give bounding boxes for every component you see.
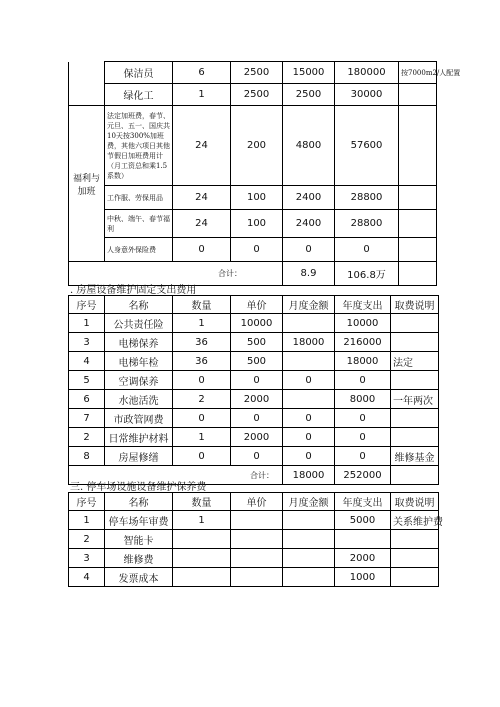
total-note [391, 466, 439, 485]
building-maintenance-table [68, 295, 439, 485]
header-cell: 取费说明 [391, 296, 439, 314]
total-month: 8.9 [283, 262, 335, 286]
cell: 500 [231, 352, 283, 371]
cell [231, 530, 283, 549]
cell: 电梯保养 [105, 333, 173, 352]
cell: 1 [173, 314, 231, 333]
month-cell: 2400 [283, 210, 335, 238]
cell: 4 [69, 568, 105, 587]
cell [391, 549, 439, 568]
note-cell [399, 238, 437, 262]
cell: 2 [69, 530, 105, 549]
header-cell: 取费说明 [391, 493, 439, 511]
cell [391, 409, 439, 428]
cell: 2 [173, 390, 231, 409]
item-name: 法定加班费，春节、元旦、五一、国庆共10天按300%加班费，其他六项日其他节假日加班费用计（月工资总和乘1.5系数） [105, 106, 173, 186]
year-cell: 28800 [335, 186, 399, 210]
table-row [69, 352, 439, 371]
year-cell: 0 [335, 238, 399, 262]
group-label: 福利与加班 [69, 106, 105, 262]
cell: 2 [69, 428, 105, 447]
price-cell: 100 [231, 186, 283, 210]
table-row [69, 530, 439, 549]
cell: 216000 [335, 333, 391, 352]
cell [231, 511, 283, 530]
cell: 1 [69, 314, 105, 333]
header-cell: 数量 [173, 493, 231, 511]
qty-cell: 0 [173, 238, 231, 262]
staff-cost-table [68, 61, 461, 286]
cell: 10000 [335, 314, 391, 333]
total-year: 106.8万 [335, 262, 399, 286]
cell [391, 530, 439, 549]
header-cell: 单价 [231, 296, 283, 314]
total-note [399, 262, 437, 286]
cell: 维修基金 [391, 447, 439, 466]
cell: 18000 [335, 352, 391, 371]
total-month: 18000 [283, 466, 335, 485]
note-cell [399, 106, 437, 186]
cell: 法定 [391, 352, 439, 371]
cell: 5000 [335, 511, 391, 530]
note-cell [399, 84, 437, 106]
cell: 0 [283, 409, 335, 428]
cell: 18000 [283, 333, 335, 352]
total-label: 合计： [69, 262, 283, 286]
cell: 3 [69, 333, 105, 352]
item-name: 工作服、劳保用品 [105, 186, 173, 210]
header-cell: 年度支出 [335, 493, 391, 511]
cell [283, 511, 335, 530]
header-cell: 序号 [69, 493, 105, 511]
cell: 1000 [335, 568, 391, 587]
header-cell: 月度金额 [283, 296, 335, 314]
cell: 0 [173, 409, 231, 428]
price-cell: 0 [231, 238, 283, 262]
cell: 空调保养 [105, 371, 173, 390]
month-cell: 2500 [283, 84, 335, 106]
item-name: 中秋、端午、春节福利 [105, 210, 173, 238]
group-cell-blank [69, 84, 105, 106]
cell: 1 [173, 428, 231, 447]
cell [173, 530, 231, 549]
cell: 3 [69, 549, 105, 568]
cell [173, 568, 231, 587]
cell: 2000 [231, 428, 283, 447]
cell: 4 [69, 352, 105, 371]
cell: 36 [173, 333, 231, 352]
table-row [69, 568, 439, 587]
cell: 0 [283, 371, 335, 390]
price-cell: 2500 [231, 62, 283, 84]
cell [231, 568, 283, 587]
cell: 0 [173, 371, 231, 390]
group-cell-blank [69, 62, 105, 84]
cell: 0 [173, 447, 231, 466]
note-cell: 按7000m2/人配置 [399, 62, 437, 84]
total-year: 252000 [335, 466, 391, 485]
year-cell: 57600 [335, 106, 399, 186]
cell: 日常维护材料 [105, 428, 173, 447]
cell: 5 [69, 371, 105, 390]
qty-cell: 24 [173, 106, 231, 186]
table-row [69, 333, 439, 352]
cell: 0 [335, 428, 391, 447]
table-row [69, 371, 439, 390]
cell: 发票成本 [105, 568, 173, 587]
cell: 8 [69, 447, 105, 466]
month-cell: 0 [283, 238, 335, 262]
qty-cell: 24 [173, 186, 231, 210]
cell: 7 [69, 409, 105, 428]
cell: 智能卡 [105, 530, 173, 549]
cell: 8000 [335, 390, 391, 409]
note-cell [399, 210, 437, 238]
price-cell: 2500 [231, 84, 283, 106]
cell [391, 428, 439, 447]
cell: 0 [335, 447, 391, 466]
table-row [69, 390, 439, 409]
table-row [69, 428, 439, 447]
year-cell: 30000 [335, 84, 399, 106]
cell: 6 [69, 390, 105, 409]
month-cell: 2400 [283, 186, 335, 210]
header-cell: 月度金额 [283, 493, 335, 511]
cell: 0 [231, 371, 283, 390]
header-cell: 年度支出 [335, 296, 391, 314]
section-2-title: . 房屋设备维护固定支出费用 [70, 285, 197, 296]
cell: 水池活洗 [105, 390, 173, 409]
header-cell: 名称 [105, 296, 173, 314]
cell: 一年两次 [391, 390, 439, 409]
total-label: 合计： [69, 466, 283, 485]
qty-cell: 1 [173, 84, 231, 106]
header-cell: 单价 [231, 493, 283, 511]
cell [391, 568, 439, 587]
year-cell: 180000 [335, 62, 399, 84]
cell [283, 530, 335, 549]
cell: 1 [173, 511, 231, 530]
cell: 市政管网费 [105, 409, 173, 428]
item-name: 绿化工 [105, 84, 173, 106]
cell: 0 [283, 428, 335, 447]
cell: 1 [69, 511, 105, 530]
cell: 关系维护费 [391, 511, 439, 530]
month-cell: 15000 [283, 62, 335, 84]
qty-cell: 24 [173, 210, 231, 238]
cell [335, 530, 391, 549]
cell: 0 [231, 447, 283, 466]
month-cell: 4800 [283, 106, 335, 186]
table-row [69, 314, 439, 333]
cell: 停车场年审费 [105, 511, 173, 530]
cell: 公共责任险 [105, 314, 173, 333]
cell [283, 568, 335, 587]
cell [173, 549, 231, 568]
price-cell: 200 [231, 106, 283, 186]
cell: 500 [231, 333, 283, 352]
cell: 0 [335, 371, 391, 390]
table-row [69, 409, 439, 428]
section-3-title: 三. 停车场设施设备维护保养费 [70, 482, 207, 493]
note-cell [399, 186, 437, 210]
header-cell: 名称 [105, 493, 173, 511]
cell: 36 [173, 352, 231, 371]
cell: 0 [283, 447, 335, 466]
cell [391, 371, 439, 390]
qty-cell: 6 [173, 62, 231, 84]
cell: 0 [231, 409, 283, 428]
cell [391, 314, 439, 333]
item-name: 人身意外保险费 [105, 238, 173, 262]
table-row [69, 511, 439, 530]
cell: 2000 [231, 390, 283, 409]
cell: 房屋修缮 [105, 447, 173, 466]
cell: 10000 [231, 314, 283, 333]
cell [231, 549, 283, 568]
cell [283, 549, 335, 568]
parking-maintenance-table [68, 492, 443, 587]
item-name: 保洁员 [105, 62, 173, 84]
header-cell: 序号 [69, 296, 105, 314]
cell [283, 352, 335, 371]
table-row [69, 447, 439, 466]
cell: 维修费 [105, 549, 173, 568]
table-row [69, 549, 439, 568]
cell [283, 314, 335, 333]
cell: 电梯年检 [105, 352, 173, 371]
header-cell: 数量 [173, 296, 231, 314]
cell: 2000 [335, 549, 391, 568]
cell [283, 390, 335, 409]
price-cell: 100 [231, 210, 283, 238]
year-cell: 28800 [335, 210, 399, 238]
cell: 0 [335, 409, 391, 428]
cell [391, 333, 439, 352]
